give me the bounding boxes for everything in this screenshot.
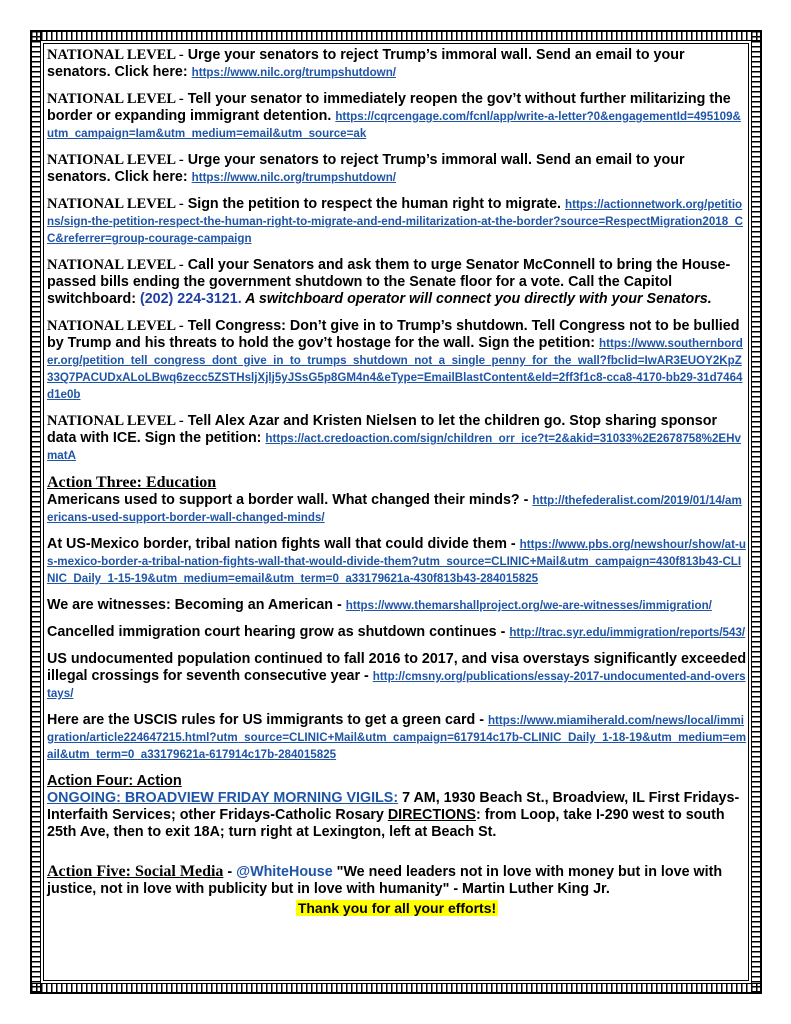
southernborder-link[interactable]: https://www.southernborder.org/petition_tell_congress_dont_give_in_to_trumps_shutdown_not_a_single_penny_for_the_wall?fbclid=IwAR3EUOY2KpZ33Q7PACUDxALoLBwq6zecc5ZSTHsljXjlj5yJSsG5p8GM4n4&eType=EmailBlastContent&eId=2ff3f1c8-cca8-4170-bb29-31d7464d1e0b — [47, 337, 743, 401]
education-item — [47, 651, 747, 702]
item-text: Sign the petition to respect the human right to migrate. — [183, 196, 565, 212]
action-three-heading: Action Three: Education — [47, 474, 217, 491]
national-item — [47, 152, 747, 186]
mlk-quote: "We need leaders not in love with money but in love with justice, not in love with publicity but in love with humanity" - Martin Luther King Jr. — [47, 864, 723, 897]
item-text: Urge your senators to reject Trump’s immoral wall. Send an email to your senators. Click here: — [47, 47, 685, 80]
marshallproject-link[interactable]: https://www.themarshallproject.org/we-are-witnesses/immigration/ — [345, 599, 712, 612]
item-text: Call your Senators and ask them to urge Senator McConnell to bring the House-passed bills ending the government shutdown to the Senate floor for a vote. Call the Capitol switchboard: — [47, 257, 731, 307]
item-text: Cancelled immigration court hearing grow as shutdown continues - — [47, 624, 510, 640]
item-emphasis: A switchboard operator will connect you directly with your Senators. — [241, 291, 712, 307]
item-text: US undocumented population continued to fall 2016 to 2017, and visa overstays significantly exceeded illegal crossings for seventh consecutive year - — [47, 651, 747, 684]
ongoing-colon: : — [393, 790, 399, 806]
directions-text: : from Loop, take I-290 west to south 25th Ave, then to exit 18A; turn right at Lexington, left at Beach St. — [47, 807, 725, 840]
thanks-line — [47, 900, 747, 918]
social-media-item — [47, 863, 747, 898]
action-five-heading: Action Five: Social Media — [47, 863, 224, 880]
national-item — [47, 196, 747, 247]
item-text: Tell your senator to immediately reopen the gov’t without further militarizing the border or expanding immigrant detention. — [47, 91, 731, 124]
education-item — [47, 492, 747, 526]
nilc-link[interactable]: https://www.nilc.org/trumpshutdown/ — [191, 66, 396, 79]
level-label: NATIONAL LEVEL - — [47, 257, 184, 273]
thanks-message: Thank you for all your efforts! — [297, 900, 497, 916]
ongoing-vigils-link[interactable]: ONGOING: BROADVIEW FRIDAY MORNING VIGILS — [47, 790, 394, 806]
national-item — [47, 318, 747, 403]
item-text: At US-Mexico border, tribal nation fights wall that could divide them - — [47, 536, 520, 552]
item-text: Tell Congress: Don’t give in to Trump’s shutdown. Tell Congress not to be bullied by Trump and his threats to hold the gov’t hostage for the wall. Sign the petition: — [47, 318, 740, 351]
credoaction-link[interactable]: https://act.credoaction.com/sign/children_orr_ice?t=2&akid=31033%2E2678758%2EHvmatA — [47, 432, 741, 462]
vigil-details: 7 AM, 1930 Beach St., Broadview, IL First Fridays-Interfaith Services; other Fridays-Catholic Rosary — [47, 790, 740, 823]
miamiherald-link[interactable]: https://www.miamiherald.com/news/local/immigration/article224647215.html?utm_source=CLINIC+Mail&utm_campaign=617914c17b-CLINIC_Daily_1-18-19&utm_medium=email&utm_term=0_a33179621a-617914c17b-284015825 — [47, 714, 747, 761]
whitehouse-handle[interactable]: @WhiteHouse — [236, 864, 333, 880]
education-item — [47, 712, 747, 763]
border-pattern-left — [31, 31, 41, 993]
switchboard-phone[interactable]: (202) 224-3121. — [139, 291, 242, 307]
dash-separator: - — [223, 864, 237, 880]
national-item — [47, 47, 747, 81]
border-pattern-right — [751, 31, 761, 993]
item-text: We are witnesses: Becoming an American - — [47, 597, 346, 613]
item-text: Here are the USCIS rules for US immigrants to get a green card - — [47, 712, 488, 728]
national-item — [47, 91, 747, 142]
education-item — [47, 597, 747, 614]
education-item — [47, 536, 747, 587]
nilc-link[interactable]: https://www.nilc.org/trumpshutdown/ — [191, 171, 396, 184]
item-text: Americans used to support a border wall. What changed their minds? - — [47, 492, 533, 508]
border-pattern-bottom — [31, 983, 761, 993]
level-label: NATIONAL LEVEL - — [47, 152, 184, 168]
item-text: Urge your senators to reject Trump’s immoral wall. Send an email to your senators. Click here: — [47, 152, 685, 185]
national-item-call-senators — [47, 257, 747, 308]
border-pattern-top — [31, 31, 761, 41]
level-label: NATIONAL LEVEL - — [47, 91, 184, 107]
cmsny-link[interactable]: http://cmsny.org/publications/essay-2017-undocumented-and-overstays/ — [47, 670, 746, 700]
education-item — [47, 624, 747, 641]
pbs-link[interactable]: https://www.pbs.org/newshour/show/at-us-mexico-border-a-tribal-nation-fights-wall-that-would-divide-them?utm_source=CLINIC+Mail&utm_campaign=430f813b43-CLINIC_Daily_1-15-19&utm_medium=email&utm_term=0_a33179621a-430f813b43-284015825 — [47, 538, 746, 585]
action-four-heading: Action Four: Action — [47, 773, 182, 789]
document-body — [47, 47, 747, 918]
vigil-item — [47, 790, 747, 841]
national-item — [47, 413, 747, 464]
federalist-link[interactable]: http://thefederalist.com/2019/01/14/americans-used-support-border-wall-changed-minds/ — [47, 494, 742, 524]
level-label: NATIONAL LEVEL - — [47, 47, 184, 63]
level-label: NATIONAL LEVEL - — [47, 413, 184, 429]
actionnetwork-link[interactable]: https://actionnetwork.org/petitions/sign-the-petition-respect-the-human-right-to-migrate-and-end-militarization-at-the-border?source=RespectMigration2018_CC&referrer=group-courage-campaign — [47, 198, 744, 245]
trac-link[interactable]: http://trac.syr.edu/immigration/reports/543/ — [509, 626, 746, 639]
item-text: Tell Alex Azar and Kristen Nielsen to let the children go. Stop sharing sponsor data with ICE. Sign the petition: — [47, 413, 718, 446]
level-label: NATIONAL LEVEL - — [47, 196, 184, 212]
fcnl-link[interactable]: https://cqrcengage.com/fcnl/app/write-a-letter?0&engagementId=495109&utm_campaign=Iam&utm_medium=email&utm_source=ak — [47, 110, 741, 140]
directions-label: DIRECTIONS — [387, 807, 477, 823]
level-label: NATIONAL LEVEL - — [47, 318, 184, 334]
